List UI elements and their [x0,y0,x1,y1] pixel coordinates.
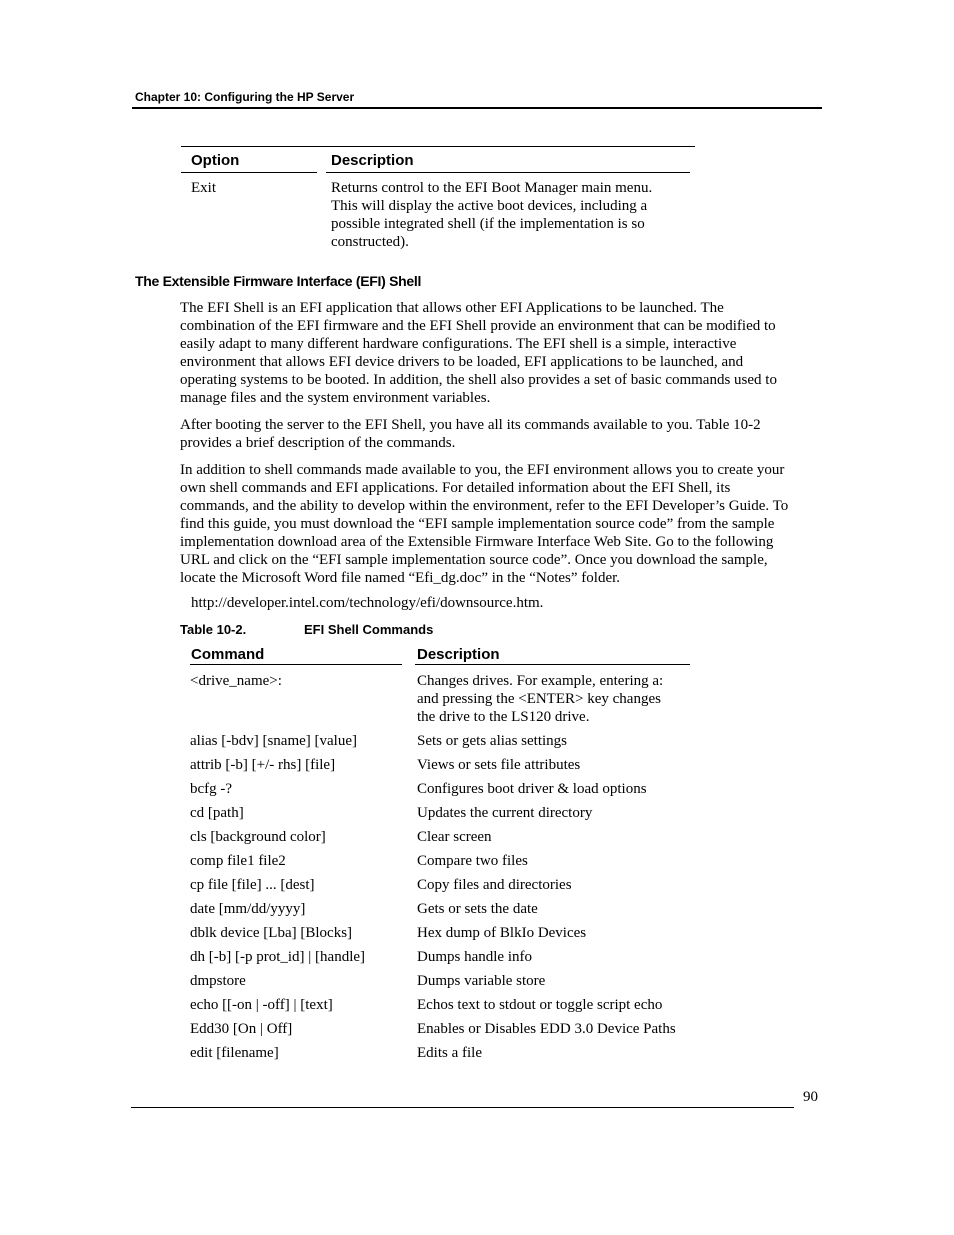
paragraph-line: manage files and the system environment variables. [180,390,491,406]
header-rule-command [190,664,402,665]
footer-rule [131,1107,794,1108]
command-cell: dmpstore [190,973,246,989]
table-top-rule [181,146,695,147]
command-cell: cp file [file] ... [dest] [190,877,315,893]
command-table [190,646,690,1066]
command-description-cell: Compare two files [417,853,528,869]
command-description-header: Description [417,646,500,663]
table-caption-title: EFI Shell Commands [304,622,434,637]
command-description-cell: Dumps variable store [417,973,546,989]
command-cell: cls [background color] [190,829,326,845]
paragraph-line: After booting the server to the EFI Shell, you have all its commands available to you. Table 10-2 [180,417,761,433]
option-cell: Exit [191,180,216,196]
paragraph-line: URL and click on the “EFI sample implementation source code”. Once you download the sample, [180,552,768,568]
description-line: possible integrated shell (if the implementation is so [331,216,645,232]
paragraph-line: environment that allows EFI device drivers to be loaded, EFI applications to be launched, and [180,354,744,370]
command-cell: date [mm/dd/yyyy] [190,901,306,917]
command-header: Command [191,646,265,663]
command-cell: cd [path] [190,805,244,821]
description-line: constructed). [331,234,409,250]
command-description-cell: Sets or gets alias settings [417,733,567,749]
page-number: 90 [803,1089,818,1105]
url-link[interactable]: http://developer.intel.com/technology/efi/downsource.htm. [191,595,544,611]
command-description-cell: Hex dump of BlkIo Devices [417,925,587,941]
command-cell: alias [-bdv] [sname] [value] [190,733,358,749]
description-header: Description [331,152,414,169]
command-cell: bcfg -? [190,781,233,797]
paragraph-line: provides a brief description of the commands. [180,435,456,451]
command-description-cell: Updates the current directory [417,805,593,821]
option-description-cell [331,179,691,251]
command-cell: echo [[-on | -off] | [text] [190,997,333,1013]
paragraph-line: locate the Microsoft Word file named “Efi_dg.doc” in the “Notes” folder. [180,570,621,586]
paragraph-line: In addition to shell commands made available to you, the EFI environment allows you to create your [180,462,785,478]
paragraph-line: own shell commands and EFI applications. For detailed information about the EFI Shell, its [180,480,731,496]
chapter-header: Chapter 10: Configuring the HP Server [135,90,355,104]
paragraph-line: commands, and the ability to develop within the environment, refer to the EFI Developer’s Guide. To [180,498,789,514]
paragraph-3 [180,461,820,587]
command-description-cell: Configures boot driver & load options [417,781,647,797]
paragraph-line: operating systems to be booted. In addition, the shell also provides a set of basic commands used to [180,372,777,388]
header-rule-command-description [415,664,690,665]
option-header: Option [191,152,240,169]
command-cell: dh [-b] [-p prot_id] | [handle] [190,949,366,965]
command-cell: Edd30 [On | Off] [190,1021,293,1037]
command-description-cell: Clear screen [417,829,492,845]
paragraph-1 [180,299,820,407]
paragraph-line: easily adapt to many different hardware configurations. The EFI shell is a simple, interactive [180,336,737,352]
command-cell: <drive_name>: [190,673,282,689]
command-cell: edit [filename] [190,1045,279,1061]
header-rule-description [326,172,690,173]
paragraph-line: implementation download area of the Extensible Firmware Interface Web Site. Go to the following [180,534,774,550]
command-description-cell: Changes drives. For example, entering a: and pressing the <ENTER> key changes the drive to the LS120 drive. [417,673,664,725]
description-line: This will display the active boot devices, including a [331,198,648,214]
table-caption-number: Table 10-2. [180,622,247,637]
command-description-cell: Echos text to stdout or toggle script echo [417,997,663,1013]
command-cell: dblk device [Lba] [Blocks] [190,925,353,941]
command-description-cell: Edits a file [417,1045,482,1061]
description-line: Returns control to the EFI Boot Manager main menu. [331,180,653,196]
paragraph-line: find this guide, you must download the “EFI sample implementation source code” from the sample [180,516,775,532]
command-description-cell: Copy files and directories [417,877,572,893]
command-description-cell: Gets or sets the date [417,901,538,917]
paragraph-line: combination of the EFI firmware and the EFI Shell provide an environment that can be modified to [180,318,776,334]
command-cell: comp file1 file2 [190,853,286,869]
paragraph-2 [180,416,820,452]
header-rule-option [181,172,317,173]
command-description-cell: Enables or Disables EDD 3.0 Device Paths [417,1021,676,1037]
paragraph-line: The EFI Shell is an EFI application that allows other EFI Applications to be launched. The [180,300,724,316]
command-description-cell: Dumps handle info [417,949,532,965]
command-description-cell: Views or sets file attributes [417,757,581,773]
section-heading: The Extensible Firmware Interface (EFI) Shell [135,273,422,289]
table-caption [180,622,433,637]
header-rule [132,107,822,109]
command-cell: attrib [-b] [+/- rhs] [file] [190,757,336,773]
